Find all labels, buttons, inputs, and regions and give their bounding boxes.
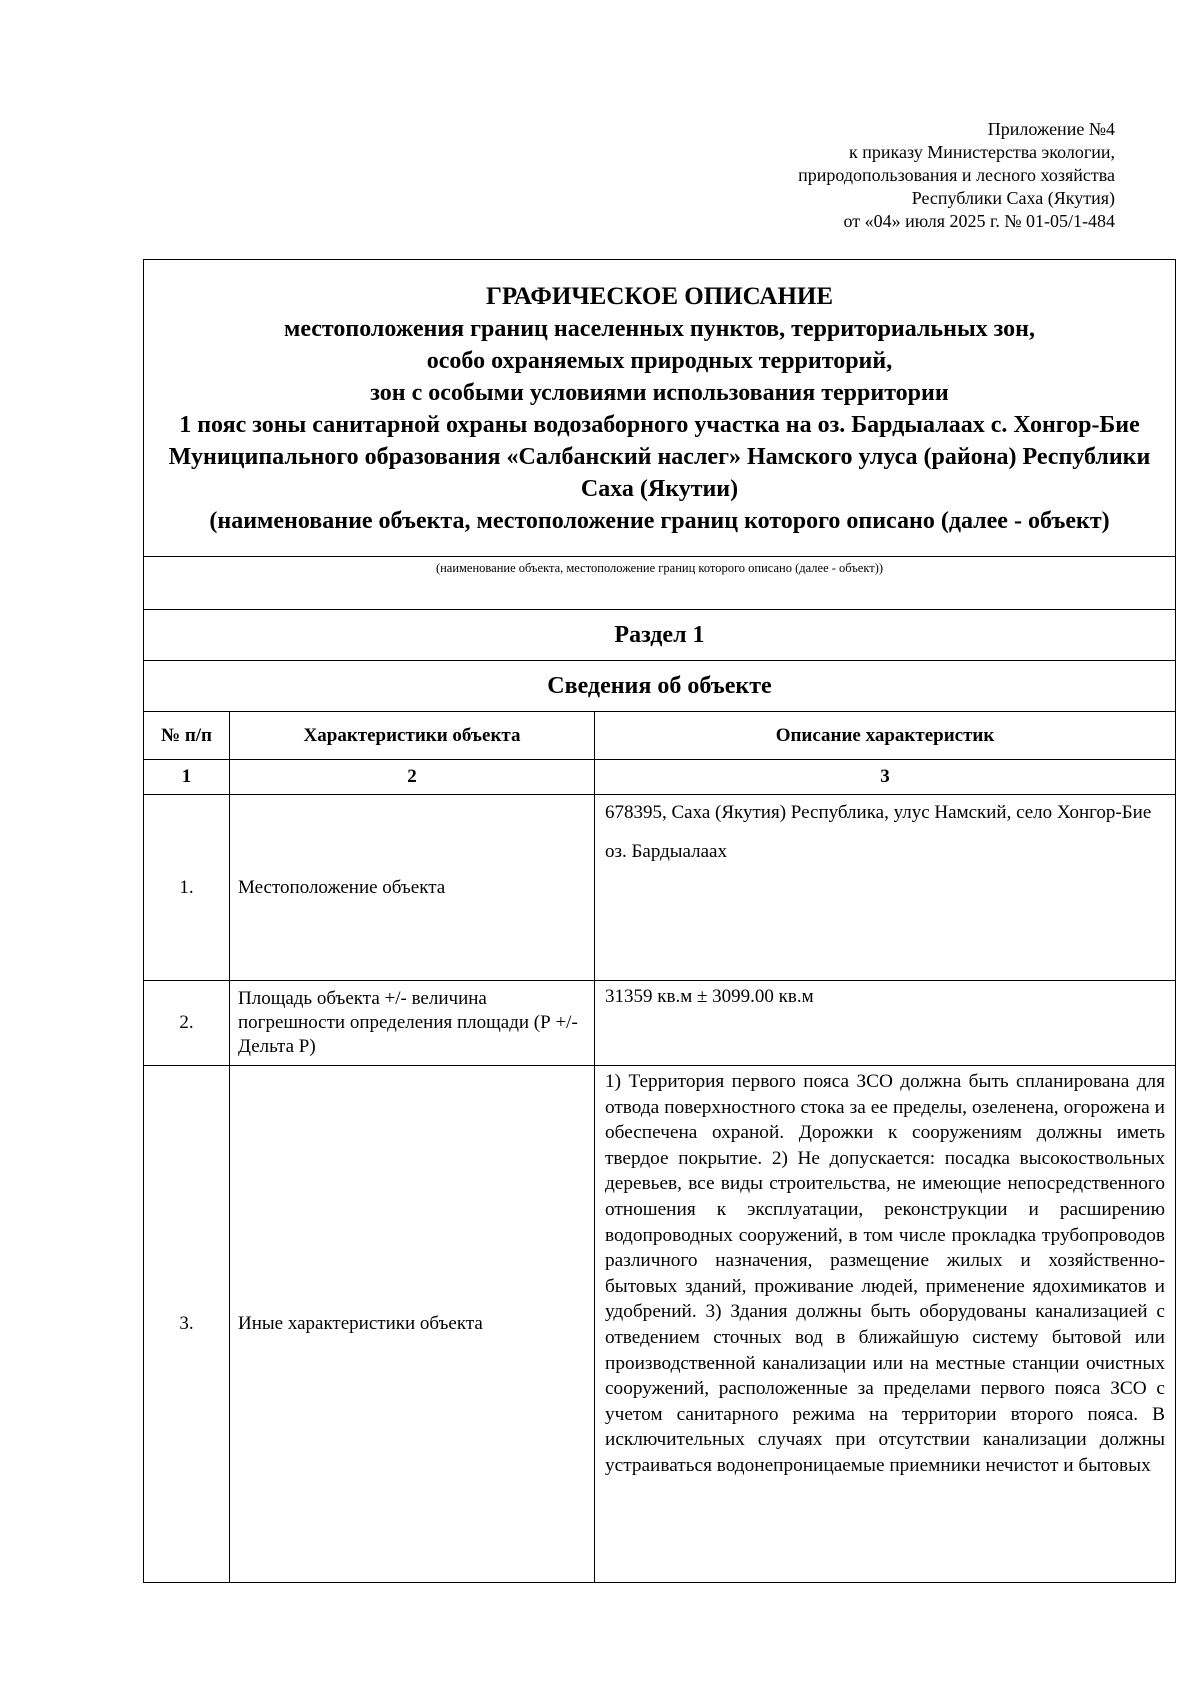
title-main: ГРАФИЧЕСКОЕ ОПИСАНИЕ [485,283,834,310]
row-number: 3. [144,1066,230,1583]
appendix-line: к приказу Министерства экологии, [848,142,1115,162]
title-caption: (наименование объекта, местоположение границ которого описано (далее - объект)) [144,557,1176,610]
description-table [143,259,1176,1583]
row-characteristic: Иные характеристики объекта [230,1066,595,1583]
document-title [144,260,1176,557]
location-lake: оз. Бардыалаах [605,841,727,862]
appendix-line: Приложение №4 [987,119,1115,139]
title-line: особо охраняемых природных территорий, [426,348,893,374]
row-characteristic: Площадь объекта +/- величина погрешности определения площади (Р +/- Дельта Р) [230,981,595,1066]
column-number: 1 [144,760,230,795]
appendix-line: Республики Саха (Якутия) [911,188,1115,208]
header-number: № п/п [144,712,230,760]
column-number: 2 [230,760,595,795]
row-characteristic: Местоположение объекта [230,795,595,981]
row-description [595,795,1176,981]
other-characteristics-text: 1) Территория первого пояса ЗСО должна быть спланирована для отвода поверхностного стока за ее пределы, озеленена, огорожена и обеспечена охраной. Дорожки к сооружениям должны иметь твердое покрытие. 2) Не допускается: посадка высокоствольных деревьев, все виды строительства, не имеющие непосредственного отношения к эксплуатации, реконструкции и расширению водопроводных сооружений, в том числе прокладка трубопроводов различного назначения, размещение жилых и хозяйственно-бытовых зданий, проживание людей, применение ядохимикатов и удобрений. 3) Здания должны быть оборудованы канализацией с отведением сточных вод в ближайшую систему бытовой или производственной канализации или на местные станции очистных сооружений, расположенные за пределами первого пояса ЗСО с учетом санитарного режима на территории второго пояса. В исключительных случаях при отсутствии канализации должны устраиваться водонепроницаемые приемники нечистот и бытовых [605,1071,1165,1476]
row-number: 1. [144,795,230,981]
header-description: Описание характеристик [595,712,1176,760]
title-line: зон с особыми условиями использования территории [370,380,949,406]
appendix-line: природопользования и лесного хозяйства [798,165,1115,185]
row-number: 2. [144,981,230,1066]
section-label: Раздел 1 [144,610,1176,661]
appendix-line: от «04» июля 2025 г. № 01-05/1-484 [843,211,1115,231]
table-row [144,795,1176,981]
header-characteristic: Характеристики объекта [230,712,595,760]
row-description: 31359 кв.м ± 3099.00 кв.м [595,981,1176,1066]
title-line: (наименование объекта, местоположение границ которого описано (далее - объект) [209,508,1110,534]
title-line: местоположения границ населенных пунктов, территориальных зон, [283,316,1036,342]
table-row [144,1066,1176,1583]
appendix-note [798,118,1115,233]
location-address: 678395, Саха (Якутия) Республика, улус Намский, село Хонгор-Бие [605,802,1152,823]
section-heading: Сведения об объекте [144,661,1176,712]
title-object-name: 1 пояс зоны санитарной охраны водозаборного участка на оз. Бардыалаах с. Хонгор-Бие Муниципального образования «Салбанский наслег» Намского улуса (района) Республики Саха (Якутии) [168,412,1151,502]
table-row [144,981,1176,1066]
row-description [595,1066,1176,1583]
column-number: 3 [595,760,1176,795]
